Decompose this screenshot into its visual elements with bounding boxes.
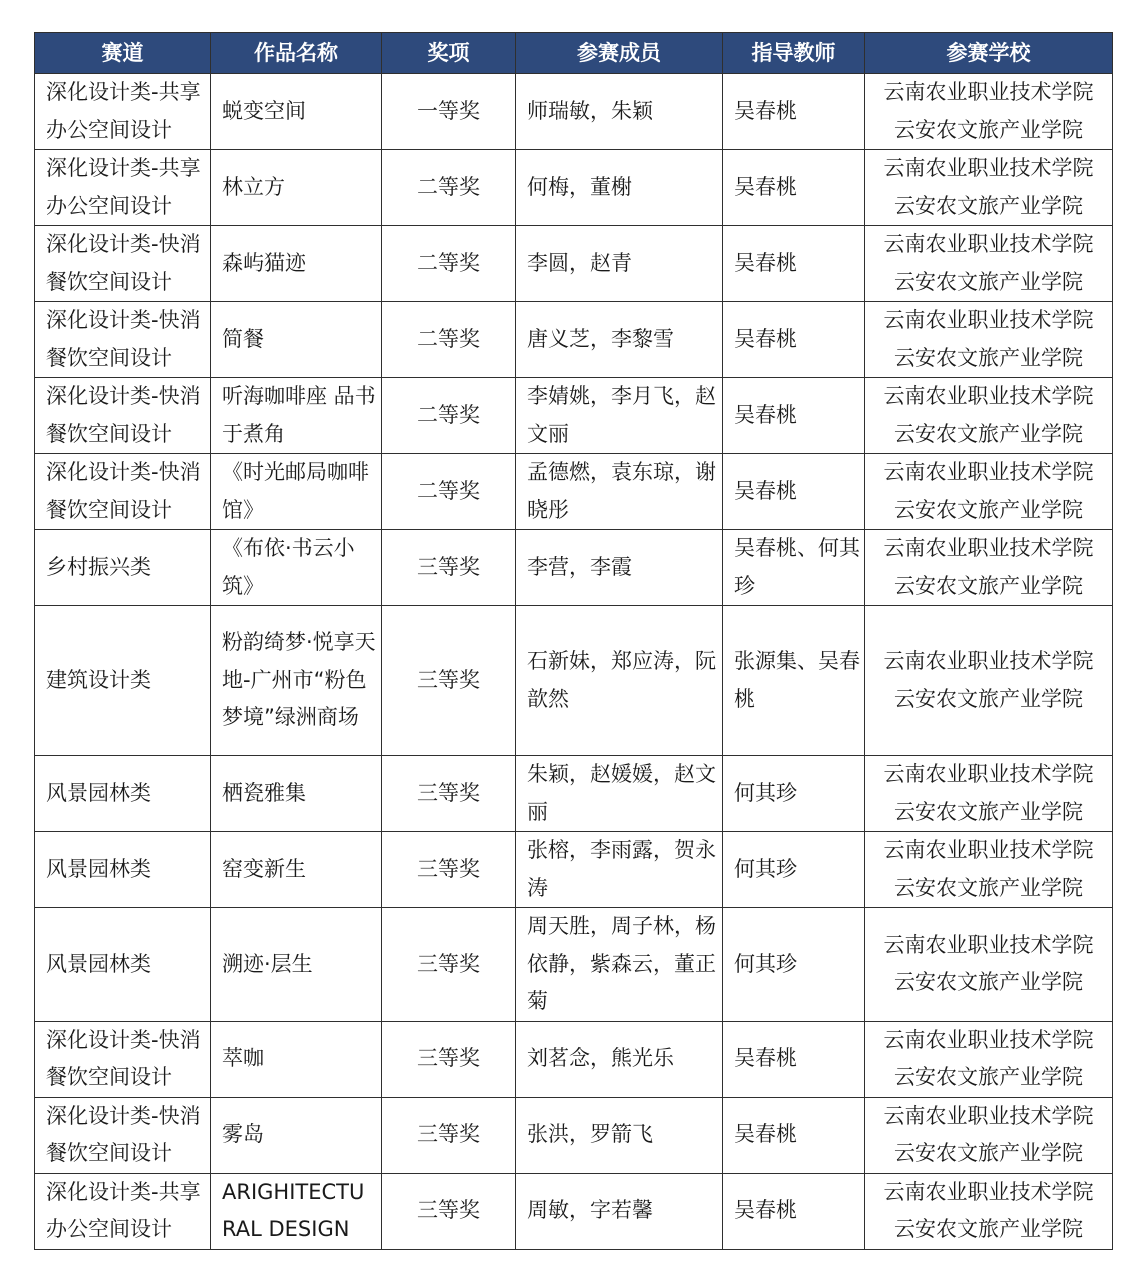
cell-work: 简餐 bbox=[211, 302, 382, 378]
cell-school bbox=[865, 606, 1113, 756]
school-name: 云安农文旅产业学院 bbox=[894, 1217, 1083, 1241]
cell-members: 师瑞敏，朱颖 bbox=[516, 74, 723, 150]
cell-advisor: 何其珍 bbox=[723, 908, 865, 1022]
cell-track: 深化设计类-共享办公空间设计 bbox=[35, 74, 211, 150]
cell-award: 二等奖 bbox=[382, 302, 516, 378]
table-row bbox=[35, 908, 1113, 1022]
cell-work: 萃咖 bbox=[211, 1021, 382, 1097]
school-name: 云南农业职业技术学院 bbox=[883, 838, 1094, 862]
table-row bbox=[35, 226, 1113, 302]
school-name: 云南农业职业技术学院 bbox=[883, 384, 1094, 408]
cell-work: 粉韵绮梦·悦享天地-广州市“粉色梦境”绿洲商场 bbox=[211, 606, 382, 756]
cell-work: 蜕变空间 bbox=[211, 74, 382, 150]
cell-award: 三等奖 bbox=[382, 832, 516, 908]
cell-advisor: 何其珍 bbox=[723, 832, 865, 908]
school-name: 云南农业职业技术学院 bbox=[883, 932, 1094, 957]
table-row bbox=[35, 378, 1113, 454]
cell-members: 朱颖，赵媛媛，赵文丽 bbox=[516, 756, 723, 832]
table-row bbox=[35, 302, 1113, 378]
header-track: 赛道 bbox=[35, 33, 211, 74]
table-row bbox=[35, 756, 1113, 832]
cell-members: 张洪，罗箭飞 bbox=[516, 1097, 723, 1173]
cell-work: 《布依·书云小筑》 bbox=[211, 530, 382, 606]
cell-track: 深化设计类-快消餐饮空间设计 bbox=[35, 454, 211, 530]
table-row bbox=[35, 74, 1113, 150]
school-name: 云南农业职业技术学院 bbox=[883, 536, 1094, 560]
cell-advisor: 吴春桃、何其珍 bbox=[723, 530, 865, 606]
cell-track: 深化设计类-共享办公空间设计 bbox=[35, 150, 211, 226]
table-row bbox=[35, 1097, 1113, 1173]
cell-advisor: 吴春桃 bbox=[723, 454, 865, 530]
cell-award: 二等奖 bbox=[382, 150, 516, 226]
cell-track: 深化设计类-快消餐饮空间设计 bbox=[35, 1097, 211, 1173]
table-row bbox=[35, 454, 1113, 530]
cell-advisor: 吴春桃 bbox=[723, 378, 865, 454]
cell-members: 李营，李霞 bbox=[516, 530, 723, 606]
school-name: 云安农文旅产业学院 bbox=[894, 497, 1083, 522]
school-name: 云安农文旅产业学院 bbox=[894, 799, 1083, 824]
table-row bbox=[35, 1173, 1113, 1249]
school-name: 云南农业职业技术学院 bbox=[883, 1179, 1094, 1204]
awards-table bbox=[34, 32, 1113, 1250]
school-name: 云南农业职业技术学院 bbox=[883, 308, 1094, 332]
cell-members: 周敏，字若馨 bbox=[516, 1173, 723, 1249]
cell-advisor: 吴春桃 bbox=[723, 74, 865, 150]
cell-school bbox=[865, 908, 1113, 1022]
cell-members: 刘茗念，熊光乐 bbox=[516, 1021, 723, 1097]
cell-school bbox=[865, 378, 1113, 454]
cell-school bbox=[865, 530, 1113, 606]
school-name: 云南农业职业技术学院 bbox=[883, 649, 1094, 673]
table-row bbox=[35, 530, 1113, 606]
header-school: 参赛学校 bbox=[865, 33, 1113, 74]
cell-award: 三等奖 bbox=[382, 1097, 516, 1173]
table-row bbox=[35, 606, 1113, 756]
header-award: 奖项 bbox=[382, 33, 516, 74]
header-members: 参赛成员 bbox=[516, 33, 723, 74]
cell-members: 周天胜，周子林，杨依静，紫森云，董正菊 bbox=[516, 908, 723, 1022]
school-name: 云南农业职业技术学院 bbox=[883, 156, 1094, 180]
cell-track: 深化设计类-快消餐饮空间设计 bbox=[35, 1021, 211, 1097]
cell-work: 森屿猫迹 bbox=[211, 226, 382, 302]
cell-school bbox=[865, 756, 1113, 832]
cell-award: 三等奖 bbox=[382, 1173, 516, 1249]
cell-award: 一等奖 bbox=[382, 74, 516, 150]
cell-advisor: 吴春桃 bbox=[723, 302, 865, 378]
school-name: 云安农文旅产业学院 bbox=[894, 345, 1083, 370]
school-name: 云南农业职业技术学院 bbox=[883, 1103, 1094, 1128]
cell-school bbox=[865, 74, 1113, 150]
cell-award: 三等奖 bbox=[382, 908, 516, 1022]
cell-work: 林立方 bbox=[211, 150, 382, 226]
cell-award: 二等奖 bbox=[382, 454, 516, 530]
cell-track: 风景园林类 bbox=[35, 908, 211, 1022]
cell-school bbox=[865, 1021, 1113, 1097]
school-name: 云安农文旅产业学院 bbox=[894, 1141, 1083, 1165]
cell-members: 李婧姚，李月飞，赵文丽 bbox=[516, 378, 723, 454]
cell-work: 雾岛 bbox=[211, 1097, 382, 1173]
cell-work: ARIGHITECTURAL DESIGN bbox=[211, 1173, 382, 1249]
table-row bbox=[35, 1021, 1113, 1097]
cell-members: 李圆，赵青 bbox=[516, 226, 723, 302]
school-name: 云安农文旅产业学院 bbox=[894, 573, 1083, 598]
cell-work: 栖瓷雅集 bbox=[211, 756, 382, 832]
cell-advisor: 张源集、吴春桃 bbox=[723, 606, 865, 756]
table-row bbox=[35, 832, 1113, 908]
cell-members: 张榕，李雨露，贺永涛 bbox=[516, 832, 723, 908]
school-name: 云安农文旅产业学院 bbox=[894, 117, 1083, 142]
cell-award: 二等奖 bbox=[382, 226, 516, 302]
cell-advisor: 吴春桃 bbox=[723, 226, 865, 302]
cell-award: 三等奖 bbox=[382, 756, 516, 832]
header-row bbox=[35, 33, 1113, 74]
header-work: 作品名称 bbox=[211, 33, 382, 74]
cell-advisor: 吴春桃 bbox=[723, 1097, 865, 1173]
cell-advisor: 何其珍 bbox=[723, 756, 865, 832]
cell-track: 风景园林类 bbox=[35, 832, 211, 908]
header-advisor: 指导教师 bbox=[723, 33, 865, 74]
school-name: 云安农文旅产业学院 bbox=[894, 193, 1083, 218]
cell-members: 石新妹，郑应涛，阮歆然 bbox=[516, 606, 723, 756]
cell-members: 孟德燃，袁东琼，谢晓彤 bbox=[516, 454, 723, 530]
school-name: 云安农文旅产业学院 bbox=[894, 875, 1083, 900]
cell-track: 深化设计类-共享办公空间设计 bbox=[35, 1173, 211, 1249]
cell-work: 《时光邮局咖啡馆》 bbox=[211, 454, 382, 530]
cell-track: 深化设计类-快消餐饮空间设计 bbox=[35, 378, 211, 454]
cell-award: 三等奖 bbox=[382, 530, 516, 606]
school-name: 云南农业职业技术学院 bbox=[883, 1027, 1094, 1052]
cell-track: 建筑设计类 bbox=[35, 606, 211, 756]
school-name: 云安农文旅产业学院 bbox=[894, 1065, 1083, 1089]
cell-school bbox=[865, 150, 1113, 226]
cell-work: 窑变新生 bbox=[211, 832, 382, 908]
cell-award: 三等奖 bbox=[382, 1021, 516, 1097]
cell-award: 三等奖 bbox=[382, 606, 516, 756]
cell-work: 听海咖啡座 品书于煮角 bbox=[211, 378, 382, 454]
cell-award: 二等奖 bbox=[382, 378, 516, 454]
cell-work: 溯迹·层生 bbox=[211, 908, 382, 1022]
school-name: 云南农业职业技术学院 bbox=[883, 762, 1094, 786]
school-name: 云安农文旅产业学院 bbox=[894, 421, 1083, 446]
cell-advisor: 吴春桃 bbox=[723, 150, 865, 226]
school-name: 云南农业职业技术学院 bbox=[883, 232, 1094, 256]
cell-school bbox=[865, 1097, 1113, 1173]
cell-school bbox=[865, 832, 1113, 908]
school-name: 云南农业职业技术学院 bbox=[883, 80, 1094, 104]
cell-track: 深化设计类-快消餐饮空间设计 bbox=[35, 302, 211, 378]
table-row bbox=[35, 150, 1113, 226]
cell-advisor: 吴春桃 bbox=[723, 1021, 865, 1097]
school-name: 云南农业职业技术学院 bbox=[883, 460, 1094, 484]
school-name: 云安农文旅产业学院 bbox=[894, 970, 1083, 995]
cell-advisor: 吴春桃 bbox=[723, 1173, 865, 1249]
cell-track: 风景园林类 bbox=[35, 756, 211, 832]
cell-school bbox=[865, 454, 1113, 530]
school-name: 云安农文旅产业学院 bbox=[894, 686, 1083, 711]
cell-school bbox=[865, 1173, 1113, 1249]
cell-members: 何梅，董榭 bbox=[516, 150, 723, 226]
cell-school bbox=[865, 226, 1113, 302]
school-name: 云安农文旅产业学院 bbox=[894, 269, 1083, 294]
cell-school bbox=[865, 302, 1113, 378]
cell-track: 乡村振兴类 bbox=[35, 530, 211, 606]
cell-track: 深化设计类-快消餐饮空间设计 bbox=[35, 226, 211, 302]
cell-members: 唐义芝，李黎雪 bbox=[516, 302, 723, 378]
